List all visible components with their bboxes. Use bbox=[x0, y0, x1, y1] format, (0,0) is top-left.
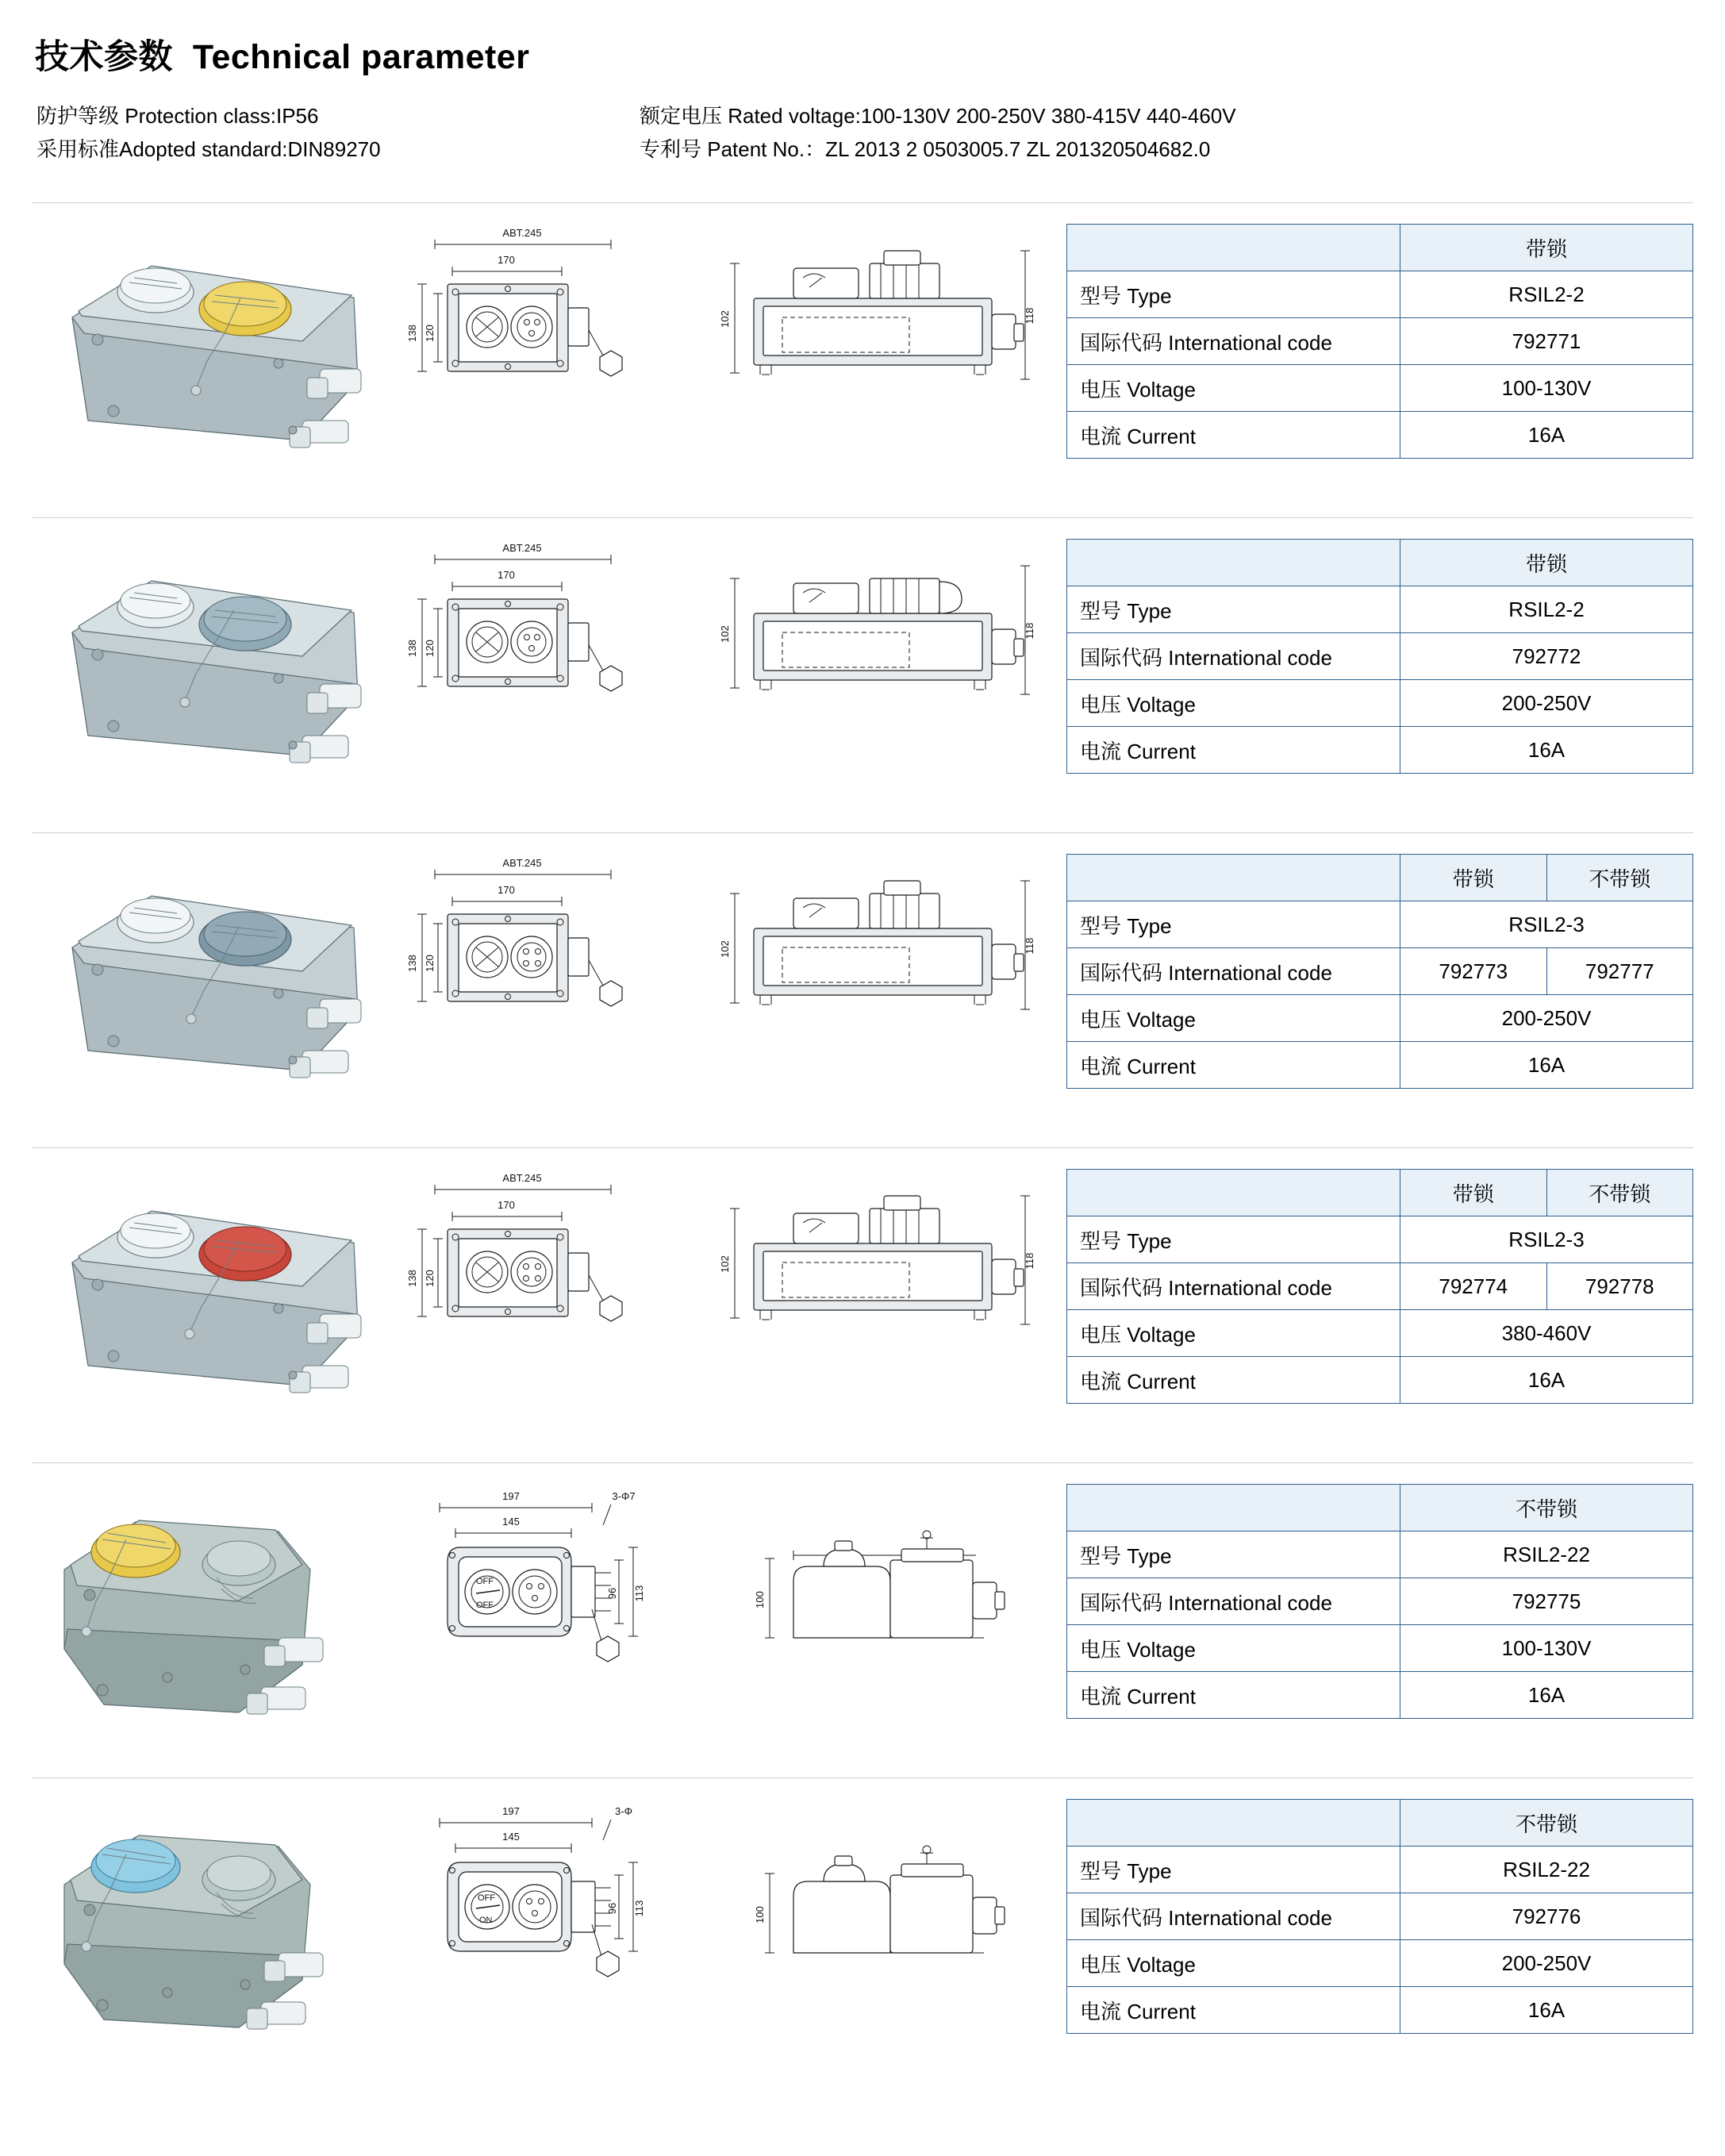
table-row-current bbox=[1067, 1987, 1693, 2034]
spec-table bbox=[1066, 539, 1693, 774]
value-current: 16A bbox=[1400, 1357, 1693, 1404]
value-code-locked: 792771 bbox=[1400, 318, 1693, 365]
value-type: RSIL2-2 bbox=[1400, 586, 1693, 633]
table-row-voltage bbox=[1067, 995, 1693, 1042]
value-voltage: 200-250V bbox=[1400, 1940, 1693, 1987]
rated-voltage-line: 额定电压 Rated voltage:100-130V 200-250V 380-415V 440-460V bbox=[640, 104, 1236, 128]
value-type: RSIL2-3 bbox=[1400, 901, 1693, 948]
product-drawing-front bbox=[398, 217, 709, 429]
product-drawing-front bbox=[398, 847, 709, 1059]
spec-table-container bbox=[1052, 532, 1693, 774]
dim-abt245: ABT.245 bbox=[502, 857, 542, 870]
dim-118: 118 bbox=[1024, 1252, 1036, 1270]
header-unlocked: 不带锁 bbox=[1546, 1170, 1693, 1216]
header-blank-cell bbox=[1067, 540, 1400, 586]
product-row bbox=[32, 1463, 1693, 1777]
header-blank-cell bbox=[1067, 1170, 1400, 1216]
product-drawing-side bbox=[709, 847, 1052, 1059]
product-drawing-front bbox=[398, 1793, 709, 2012]
table-row-current bbox=[1067, 1672, 1693, 1719]
product-row bbox=[32, 518, 1693, 832]
table-row-type bbox=[1067, 586, 1693, 633]
label-type: 型号 Type bbox=[1067, 586, 1400, 633]
label-intl-code: 国际代码 International code bbox=[1067, 948, 1400, 995]
header-blank-cell bbox=[1067, 1485, 1400, 1531]
product-drawing-front bbox=[398, 532, 709, 744]
label-on: ON bbox=[478, 1916, 493, 1926]
table-row-code bbox=[1067, 948, 1693, 995]
header-locked: 带锁 bbox=[1400, 225, 1693, 271]
table-header-row bbox=[1067, 540, 1693, 586]
header-blank-cell bbox=[1067, 1800, 1400, 1847]
header-unlocked: 不带锁 bbox=[1400, 1800, 1693, 1847]
table-header-row bbox=[1067, 1485, 1693, 1531]
table-row-current bbox=[1067, 1042, 1693, 1089]
label-current: 电流 Current bbox=[1067, 1672, 1400, 1719]
drawing-front-rect bbox=[403, 222, 705, 429]
dim-118: 118 bbox=[1024, 622, 1036, 640]
spec-table bbox=[1066, 1799, 1693, 2034]
product-drawing-front bbox=[398, 1478, 709, 1697]
dim-138: 138 bbox=[405, 640, 418, 658]
dim-118: 118 bbox=[1024, 307, 1036, 325]
drawing-side-round bbox=[714, 1797, 1047, 2012]
dim-102: 102 bbox=[719, 1255, 732, 1274]
spec-table-container bbox=[1052, 217, 1693, 459]
drawing-front-rect bbox=[403, 852, 705, 1059]
dim-holes: 3-Φ7 bbox=[612, 1490, 636, 1503]
product-row bbox=[32, 833, 1693, 1147]
table-row-voltage bbox=[1067, 365, 1693, 412]
dim-120: 120 bbox=[423, 1270, 436, 1288]
header-locked: 带锁 bbox=[1400, 855, 1547, 901]
dim-197: 197 bbox=[501, 1805, 520, 1818]
label-type: 型号 Type bbox=[1067, 901, 1400, 948]
product-drawing-side bbox=[709, 532, 1052, 744]
table-row-code bbox=[1067, 1893, 1693, 1940]
dim-113: 113 bbox=[632, 1900, 645, 1917]
spec-table bbox=[1066, 1169, 1693, 1404]
table-header-row bbox=[1067, 1170, 1693, 1216]
table-row-voltage bbox=[1067, 1940, 1693, 1987]
dim-138: 138 bbox=[405, 955, 418, 973]
dim-113: 113 bbox=[632, 1585, 645, 1602]
label-current: 电流 Current bbox=[1067, 1357, 1400, 1404]
product-photo-round bbox=[40, 1482, 390, 1752]
dim-138: 138 bbox=[405, 325, 418, 343]
product-drawing-front bbox=[398, 1163, 709, 1374]
label-current: 电流 Current bbox=[1067, 1042, 1400, 1089]
drawing-side-rect bbox=[714, 222, 1047, 429]
value-type: RSIL2-3 bbox=[1400, 1216, 1693, 1263]
dim-abt245: ABT.245 bbox=[502, 542, 542, 555]
table-row-type bbox=[1067, 1531, 1693, 1578]
dim-170: 170 bbox=[497, 1199, 515, 1212]
dim-holes: 3-Φ bbox=[614, 1805, 632, 1818]
table-row-voltage bbox=[1067, 1310, 1693, 1357]
value-voltage: 100-130V bbox=[1400, 1625, 1693, 1672]
label-type: 型号 Type bbox=[1067, 1531, 1400, 1578]
page-title-en: Technical parameter bbox=[192, 38, 530, 76]
dim-120: 120 bbox=[423, 955, 436, 973]
spec-table bbox=[1066, 224, 1693, 459]
product-drawing-side bbox=[709, 1793, 1052, 2012]
table-row-current bbox=[1067, 1357, 1693, 1404]
label-voltage: 电压 Voltage bbox=[1067, 365, 1400, 412]
label-current: 电流 Current bbox=[1067, 412, 1400, 459]
value-code-unlocked: 792778 bbox=[1546, 1263, 1693, 1310]
label-type: 型号 Type bbox=[1067, 1216, 1400, 1263]
value-voltage: 200-250V bbox=[1400, 680, 1693, 727]
label-type: 型号 Type bbox=[1067, 271, 1400, 318]
product-photo bbox=[32, 1478, 398, 1752]
label-voltage: 电压 Voltage bbox=[1067, 1625, 1400, 1672]
label-intl-code: 国际代码 International code bbox=[1067, 633, 1400, 680]
value-voltage: 100-130V bbox=[1400, 365, 1693, 412]
spec-table-container bbox=[1052, 847, 1693, 1089]
value-voltage: 200-250V bbox=[1400, 995, 1693, 1042]
adopted-standard-line: 采用标准Adopted standard:DIN89270 bbox=[36, 137, 381, 162]
product-photo-rect bbox=[40, 222, 390, 484]
dim-118: 118 bbox=[1024, 937, 1036, 955]
header-blank-cell bbox=[1067, 855, 1400, 901]
table-row-type bbox=[1067, 271, 1693, 318]
spec-table-container bbox=[1052, 1793, 1693, 2034]
label-off: OFF bbox=[477, 1893, 495, 1904]
dim-abt245: ABT.245 bbox=[502, 1172, 542, 1185]
label-voltage: 电压 Voltage bbox=[1067, 1310, 1400, 1357]
table-row-current bbox=[1067, 727, 1693, 774]
dim-138: 138 bbox=[405, 1270, 418, 1288]
table-row-type bbox=[1067, 901, 1693, 948]
dim-120: 120 bbox=[423, 640, 436, 658]
label-voltage: 电压 Voltage bbox=[1067, 680, 1400, 727]
label-intl-code: 国际代码 International code bbox=[1067, 318, 1400, 365]
value-current: 16A bbox=[1400, 1987, 1693, 2034]
spec-table bbox=[1066, 1484, 1693, 1719]
dim-96: 96 bbox=[605, 1587, 618, 1600]
protection-class-line: 防护等级 Protection class:IP56 bbox=[36, 104, 319, 128]
dim-145: 145 bbox=[501, 1516, 520, 1528]
value-type: RSIL2-22 bbox=[1400, 1847, 1693, 1893]
value-current: 16A bbox=[1400, 1042, 1693, 1089]
dim-100: 100 bbox=[754, 1906, 766, 1924]
dim-170: 170 bbox=[497, 254, 515, 267]
product-row bbox=[32, 1148, 1693, 1462]
table-header-row bbox=[1067, 1800, 1693, 1847]
dim-197: 197 bbox=[501, 1490, 520, 1503]
value-code-unlocked: 792777 bbox=[1546, 948, 1693, 995]
drawing-front-round bbox=[403, 1482, 705, 1697]
value-code-locked: 792774 bbox=[1400, 1263, 1547, 1310]
product-photo bbox=[32, 847, 398, 1114]
product-row bbox=[32, 203, 1693, 517]
label-current: 电流 Current bbox=[1067, 1987, 1400, 2034]
label-intl-code: 国际代码 International code bbox=[1067, 1893, 1400, 1940]
value-code-locked: 792772 bbox=[1400, 633, 1693, 680]
header-meta-left bbox=[36, 99, 640, 166]
label-voltage: 电压 Voltage bbox=[1067, 1940, 1400, 1987]
product-photo bbox=[32, 1793, 398, 2067]
dim-102: 102 bbox=[719, 310, 732, 329]
drawing-side-rect bbox=[714, 1167, 1047, 1374]
dim-96: 96 bbox=[605, 1902, 618, 1915]
page-title bbox=[35, 30, 1693, 79]
dim-102: 102 bbox=[719, 625, 732, 644]
header-meta bbox=[36, 99, 1693, 166]
dim-abt245: ABT.245 bbox=[502, 227, 542, 240]
page-title-cn: 技术参数 bbox=[35, 38, 173, 76]
table-row-current bbox=[1067, 412, 1693, 459]
product-photo-rect bbox=[40, 852, 390, 1114]
drawing-front-rect bbox=[403, 1167, 705, 1374]
table-row-voltage bbox=[1067, 680, 1693, 727]
spec-table-container bbox=[1052, 1163, 1693, 1404]
dim-120: 120 bbox=[423, 325, 436, 343]
product-photo-rect bbox=[40, 537, 390, 799]
value-code-unlocked: 792775 bbox=[1400, 1578, 1693, 1625]
label-intl-code: 国际代码 International code bbox=[1067, 1263, 1400, 1310]
product-photo bbox=[32, 1163, 398, 1429]
label-off-bottom: OFF bbox=[475, 1601, 494, 1611]
patent-no-line: 专利号 Patent No.：ZL 2013 2 0503005.7 ZL 201320504682.0 bbox=[640, 137, 1211, 162]
value-voltage: 380-460V bbox=[1400, 1310, 1693, 1357]
header-unlocked: 不带锁 bbox=[1546, 855, 1693, 901]
product-drawing-side bbox=[709, 217, 1052, 429]
label-intl-code: 国际代码 International code bbox=[1067, 1578, 1400, 1625]
value-type: RSIL2-2 bbox=[1400, 271, 1693, 318]
header-unlocked: 不带锁 bbox=[1400, 1485, 1693, 1531]
table-row-code bbox=[1067, 318, 1693, 365]
table-row-code bbox=[1067, 1578, 1693, 1625]
product-row bbox=[32, 1778, 1693, 2093]
header-meta-right bbox=[640, 99, 1693, 166]
drawing-front-rect bbox=[403, 537, 705, 744]
drawing-side-round bbox=[714, 1482, 1047, 1697]
header-blank-cell bbox=[1067, 225, 1400, 271]
label-current: 电流 Current bbox=[1067, 727, 1400, 774]
label-off-top: OFF bbox=[475, 1577, 494, 1587]
table-row-code bbox=[1067, 1263, 1693, 1310]
spec-table bbox=[1066, 854, 1693, 1089]
value-code-locked: 792773 bbox=[1400, 948, 1547, 995]
drawing-side-rect bbox=[714, 852, 1047, 1059]
product-photo bbox=[32, 532, 398, 799]
header-locked: 带锁 bbox=[1400, 1170, 1547, 1216]
drawing-side-rect bbox=[714, 537, 1047, 744]
product-photo-rect bbox=[40, 1167, 390, 1429]
dim-102: 102 bbox=[719, 940, 732, 959]
dim-100: 100 bbox=[754, 1591, 766, 1609]
product-drawing-side bbox=[709, 1163, 1052, 1374]
value-current: 16A bbox=[1400, 727, 1693, 774]
table-header-row bbox=[1067, 855, 1693, 901]
value-current: 16A bbox=[1400, 1672, 1693, 1719]
value-current: 16A bbox=[1400, 412, 1693, 459]
value-code-unlocked: 792776 bbox=[1400, 1893, 1693, 1940]
table-row-voltage bbox=[1067, 1625, 1693, 1672]
value-type: RSIL2-22 bbox=[1400, 1531, 1693, 1578]
table-row-code bbox=[1067, 633, 1693, 680]
product-drawing-side bbox=[709, 1478, 1052, 1697]
table-row-type bbox=[1067, 1847, 1693, 1893]
dim-170: 170 bbox=[497, 884, 515, 897]
drawing-front-round bbox=[403, 1797, 705, 2012]
label-voltage: 电压 Voltage bbox=[1067, 995, 1400, 1042]
header-locked: 带锁 bbox=[1400, 540, 1693, 586]
label-type: 型号 Type bbox=[1067, 1847, 1400, 1893]
table-header-row bbox=[1067, 225, 1693, 271]
dim-170: 170 bbox=[497, 569, 515, 582]
dim-145: 145 bbox=[501, 1831, 520, 1843]
table-row-type bbox=[1067, 1216, 1693, 1263]
spec-table-container bbox=[1052, 1478, 1693, 1719]
product-photo-round bbox=[40, 1797, 390, 2067]
product-photo bbox=[32, 217, 398, 484]
